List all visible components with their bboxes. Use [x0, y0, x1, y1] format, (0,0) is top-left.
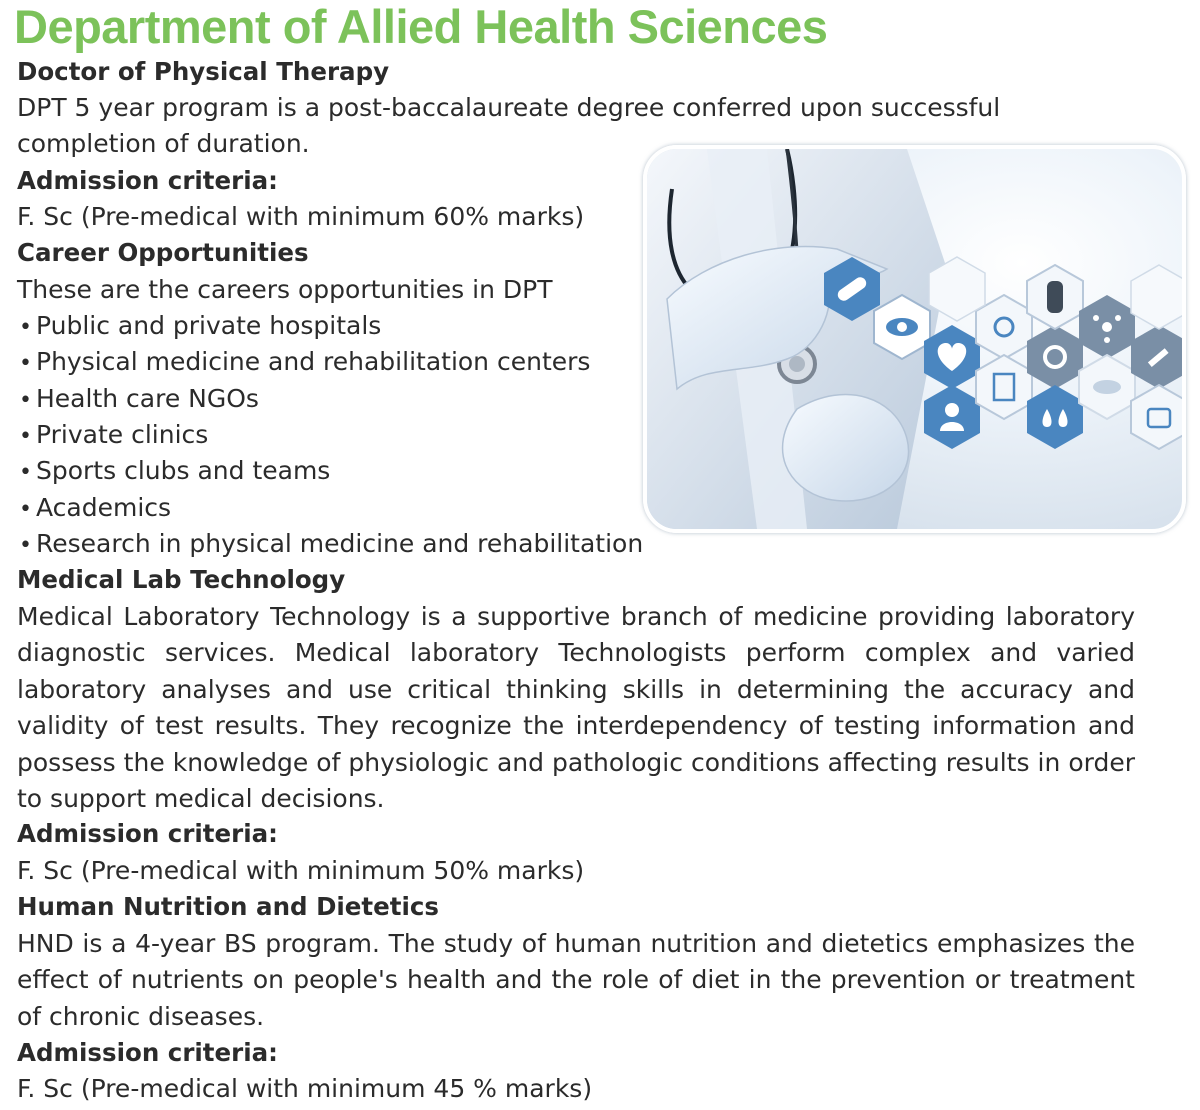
text-hex-icon — [1131, 265, 1182, 329]
hnd-heading: Human Nutrition and Dietetics — [17, 892, 439, 921]
world-map-icon — [1079, 355, 1135, 419]
bullet-icon: • — [19, 460, 32, 485]
career-heading: Career Opportunities — [17, 238, 309, 267]
mlt-description: Medical Laboratory Technology is a supportive branch of medicine providing laboratory diagnostic services. Medical laboratory Technologists perform complex and varied laboratory analyses and use critical thinking skills in determining the accuracy and validity of test results. They recognize the interdependency of testing information and possess the knowledge of physiologic and pathologic conditions affecting results in order to support medical decisions. — [17, 602, 1135, 814]
list-item: • Health care NGOs — [17, 381, 259, 419]
bullet-icon: • — [19, 533, 32, 558]
list-item: • Academics — [17, 490, 171, 528]
hnd-description: HND is a 4-year BS program. The study of human nutrition and dietetics emphasizes the effect of nutrients on people's health and the role of diet in the prevention or treatment of chronic diseases. — [17, 929, 1135, 1031]
bullet-icon: • — [19, 388, 32, 413]
syringe-icon — [1131, 325, 1182, 389]
dpt-heading: Doctor of Physical Therapy — [17, 57, 390, 86]
body-icon — [1027, 265, 1083, 329]
list-item: • Physical medicine and rehabilitation centers — [17, 344, 590, 382]
bullet-icon: • — [19, 497, 32, 522]
list-item: • Research in physical medicine and rehabilitation — [17, 526, 643, 564]
dpt-admission-text: F. Sc (Pre-medical with minimum 60% marks) — [17, 202, 585, 231]
clipboard-icon — [976, 355, 1032, 419]
list-item: • Private clinics — [17, 417, 208, 455]
dpt-description-line2: completion of duration. — [17, 129, 310, 158]
hnd-admission-heading: Admission criteria: — [17, 1038, 278, 1067]
dpt-description-line1: DPT 5 year program is a post-baccalaureate degree conferred upon successful — [17, 93, 1001, 122]
drops-icon — [1027, 385, 1083, 449]
gear-icon — [1027, 325, 1083, 389]
mlt-admission-text: F. Sc (Pre-medical with minimum 50% marks) — [17, 856, 585, 885]
list-item: • Sports clubs and teams — [17, 453, 330, 491]
dpt-admission-heading: Admission criteria: — [17, 166, 278, 195]
bullet-icon: • — [19, 315, 32, 340]
page-title: Department of Allied Health Sciences — [14, 0, 828, 53]
hnd-admission-text: F. Sc (Pre-medical with minimum 45 % marks) — [17, 1074, 593, 1103]
medical-bag-icon — [1131, 385, 1182, 449]
photo-illustration — [647, 149, 1182, 529]
mlt-heading: Medical Lab Technology — [17, 565, 346, 594]
list-item: • Public and private hospitals — [17, 308, 381, 346]
molecule-icon — [1079, 295, 1135, 359]
career-intro: These are the careers opportunities in DPT — [17, 275, 553, 304]
bullet-icon: • — [19, 424, 32, 449]
bullet-icon: • — [19, 351, 32, 376]
medical-technology-photo — [643, 145, 1186, 533]
mlt-admission-heading: Admission criteria: — [17, 819, 278, 848]
person-icon — [924, 385, 980, 449]
